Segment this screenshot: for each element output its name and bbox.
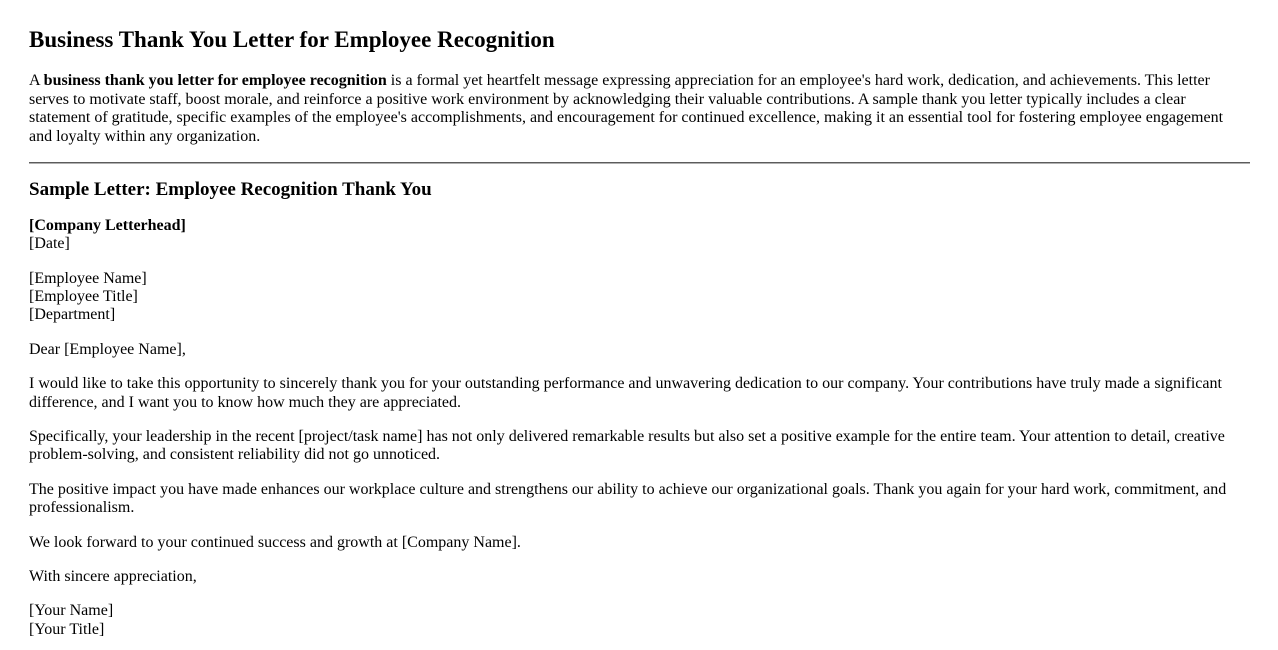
signature-block (29, 602, 1250, 639)
salutation: Dear [Employee Name], (29, 340, 186, 358)
section-heading: Sample Letter: Employee Recognition Thank You (29, 179, 432, 200)
intro-lead: A (29, 72, 44, 90)
page-title: Business Thank You Letter for Employee Recognition (29, 27, 555, 52)
letter-paragraph-4: We look forward to your continued success and growth at [Company Name]. (29, 533, 521, 551)
letter-paragraph-1: I would like to take this opportunity to sincerely thank you for your outstanding performance and unwavering dedication to our company. Your contributions have truly made a significant difference, and I want you to know how much they are appreciated. (29, 375, 1222, 411)
closing-line: With sincere appreciation, (29, 567, 197, 585)
recipient-title-placeholder: [Employee Title] (29, 288, 138, 306)
recipient-name-placeholder: [Employee Name] (29, 269, 147, 287)
signature-name-placeholder: [Your Name] (29, 602, 114, 620)
letterhead-placeholder: [Company Letterhead] (29, 216, 186, 234)
intro-rest: is a formal yet heartfelt message expressing appreciation for an employee's hard work, dedication, and achievements. This letter serves to motivate staff, boost morale, and reinforce a positive work environment by acknowledging their valuable contributions. A sample thank you letter typically includes a clear statement of gratitude, specific examples of the employee's accomplishments, and encouragement for continued excellence, making it an essential tool for fostering employee engagement and loyalty within any organization. (29, 72, 1224, 145)
recipient-block (29, 270, 1250, 325)
date-placeholder: [Date] (29, 235, 70, 253)
signature-title-placeholder: [Your Title] (29, 620, 105, 638)
intro-bold-term: business thank you letter for employee recognition (43, 72, 387, 90)
intro-paragraph (29, 72, 1250, 146)
letter-paragraph-3: The positive impact you have made enhances our workplace culture and strengthens our ability to achieve our organizational goals. Thank you again for your hard work, commitment, and professionalism. (29, 480, 1227, 517)
section-divider (29, 162, 1250, 164)
letterhead-block (29, 217, 1250, 254)
letter-paragraph-2: Specifically, your leadership in the recent [project/task name] has not only delivered remarkable results but also set a positive example for the entire team. Your attention to detail, creative problem-solving, and consistent reliability did not go unnoticed. (29, 427, 1225, 464)
recipient-department-placeholder: [Department] (29, 306, 116, 324)
